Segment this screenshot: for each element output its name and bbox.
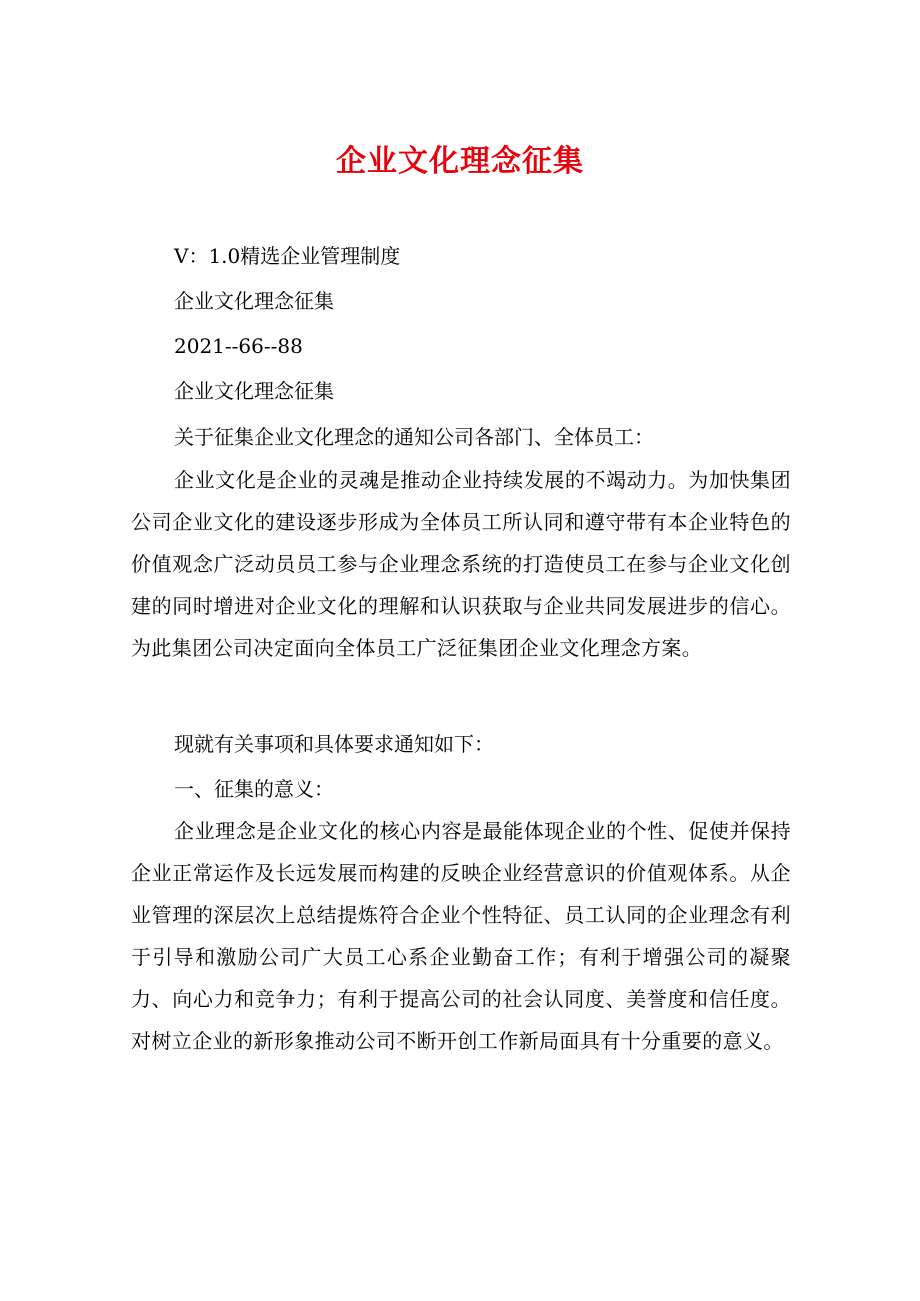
intro-line: 现就有关事项和具体要求通知如下： <box>174 732 494 756</box>
subtitle-line: 企业文化理念征集 <box>174 289 334 313</box>
subtitle-line-repeat: 企业文化理念征集 <box>174 379 334 403</box>
date-line: 2021--66--88 <box>174 334 303 358</box>
notice-line: 关于征集企业文化理念的通知公司各部门、全体员工： <box>174 425 654 449</box>
version-line: V：1.0精选企业管理制度 <box>174 244 401 268</box>
paragraph-culture: 企业文化是企业的灵魂是推动企业持续发展的不竭动力。为加快集团公司企业文化的建设逐步形成为全体员工所认同和遵守带有本企业特色的价值观念广泛动员员工参与企业理念系统的打造使员工在参与企业文化创建的同时增进对企业文化的理解和认识获取与企业共同发展进步的信心。为此集团公司决定面向全体员工广泛征集团企业文化理念方案。 <box>131 468 791 660</box>
document-title: 企业文化理念征集 <box>336 144 584 179</box>
section-heading: 一、征集的意义： <box>174 777 334 801</box>
paragraph-significance: 企业理念是企业文化的核心内容是最能体现企业的个性、促使并保持企业正常运作及长远发展而构建的反映企业经营意识的价值观体系。从企业管理的深层次上总结提炼符合企业个性特征、员工认同的企业理念有利于引导和激励公司广大员工心系企业勤奋工作；有利于增强公司的凝聚力、向心力和竞争力；有利于提高公司的社会认同度、美誉度和信任度。对树立企业的新形象推动公司不断开创工作新局面具有十分重要的意义。 <box>131 819 791 1053</box>
